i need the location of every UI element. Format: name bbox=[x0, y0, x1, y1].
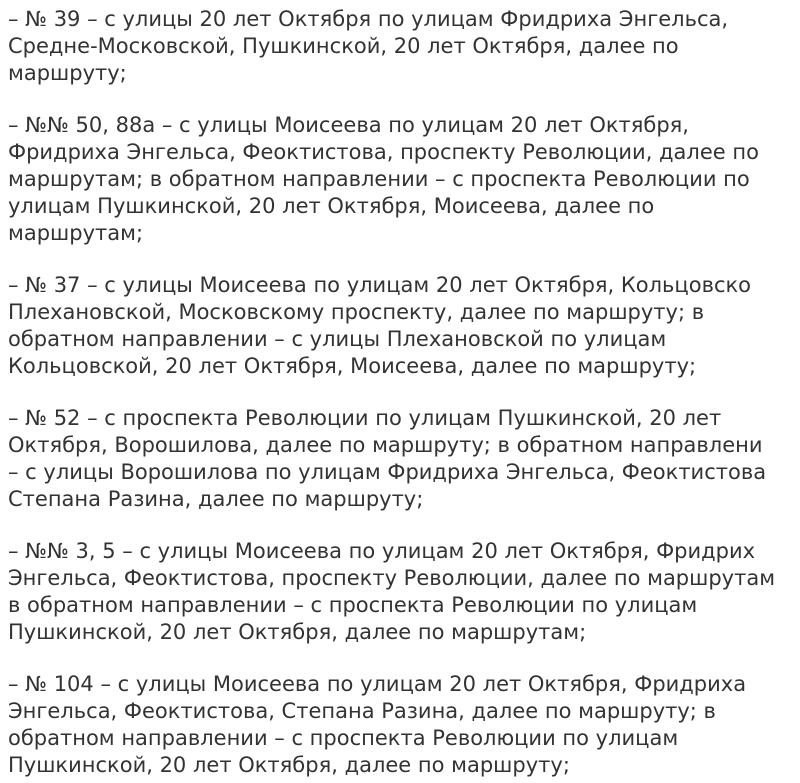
route-paragraph-39 bbox=[8, 6, 800, 87]
route-paragraph-50-88a bbox=[8, 112, 800, 247]
text-line: – № 52 – с проспекта Революции по улицам Пушкинской, 20 лет bbox=[8, 406, 722, 430]
route-paragraph-37 bbox=[8, 272, 800, 380]
route-paragraph-3-5 bbox=[8, 538, 800, 646]
text-line: Средне-Московской, Пушкинской, 20 лет Октября, далее по bbox=[8, 34, 679, 58]
text-line: – № 104 – с улицы Моисеева по улицам 20 лет Октября, Фридриха bbox=[8, 672, 747, 696]
text-line: Энгельса, Феоктистова, Степана Разина, далее по маршруту; в bbox=[8, 699, 716, 723]
text-line: Фридриха Энгельса, Феоктистова, проспекту Революции, далее по bbox=[8, 140, 759, 164]
text-line: Степана Разина, далее по маршруту; bbox=[8, 487, 424, 511]
text-line: – №№ 50, 88а – с улицы Моисеева по улицам 20 лет Октября, bbox=[8, 113, 689, 137]
text-line: – №№ 3, 5 – с улицы Моисеева по улицам 20 лет Октября, Фридрих bbox=[8, 539, 756, 563]
text-line: – № 39 – с улицы 20 лет Октября по улицам Фридриха Энгельса, bbox=[8, 7, 729, 31]
route-paragraph-52 bbox=[8, 405, 800, 513]
text-line: Кольцовской, 20 лет Октября, Моисеева, далее по маршруту; bbox=[8, 354, 697, 378]
text-line: обратном направлении – с проспекта Революции по улицам bbox=[8, 726, 679, 750]
text-line: обратном направлении – с улицы Плехановской по улицам bbox=[8, 327, 667, 351]
route-paragraph-104 bbox=[8, 671, 800, 779]
text-line: маршруту; bbox=[8, 61, 127, 85]
text-line: маршрутам; bbox=[8, 221, 144, 245]
text-line: улицам Пушкинской, 20 лет Октября, Моисеева, далее по bbox=[8, 194, 655, 218]
text-line: маршрутам; в обратном направлении – с проспекта Революции по bbox=[8, 167, 750, 191]
text-line: – № 37 – с улицы Моисеева по улицам 20 лет Октября, Кольцовско bbox=[8, 273, 752, 297]
text-line: Октября, Ворошилова, далее по маршруту; в обратном направлени bbox=[8, 433, 763, 457]
text-line: Плехановской, Московскому проспекту, далее по маршруту; в bbox=[8, 300, 705, 324]
text-line: Пушкинской, 20 лет Октября, далее по маршрутам; bbox=[8, 620, 587, 644]
text-line: в обратном направлении – с проспекта Революции по улицам bbox=[8, 593, 698, 617]
text-line: Пушкинской, 20 лет Октября, далее по маршруту; bbox=[8, 753, 570, 777]
text-line: Энгельса, Феоктистова, проспекту Революции, далее по маршрутам bbox=[8, 566, 776, 590]
text-line: – с улицы Ворошилова по улицам Фридриха Энгельса, Феоктистова bbox=[8, 460, 767, 484]
